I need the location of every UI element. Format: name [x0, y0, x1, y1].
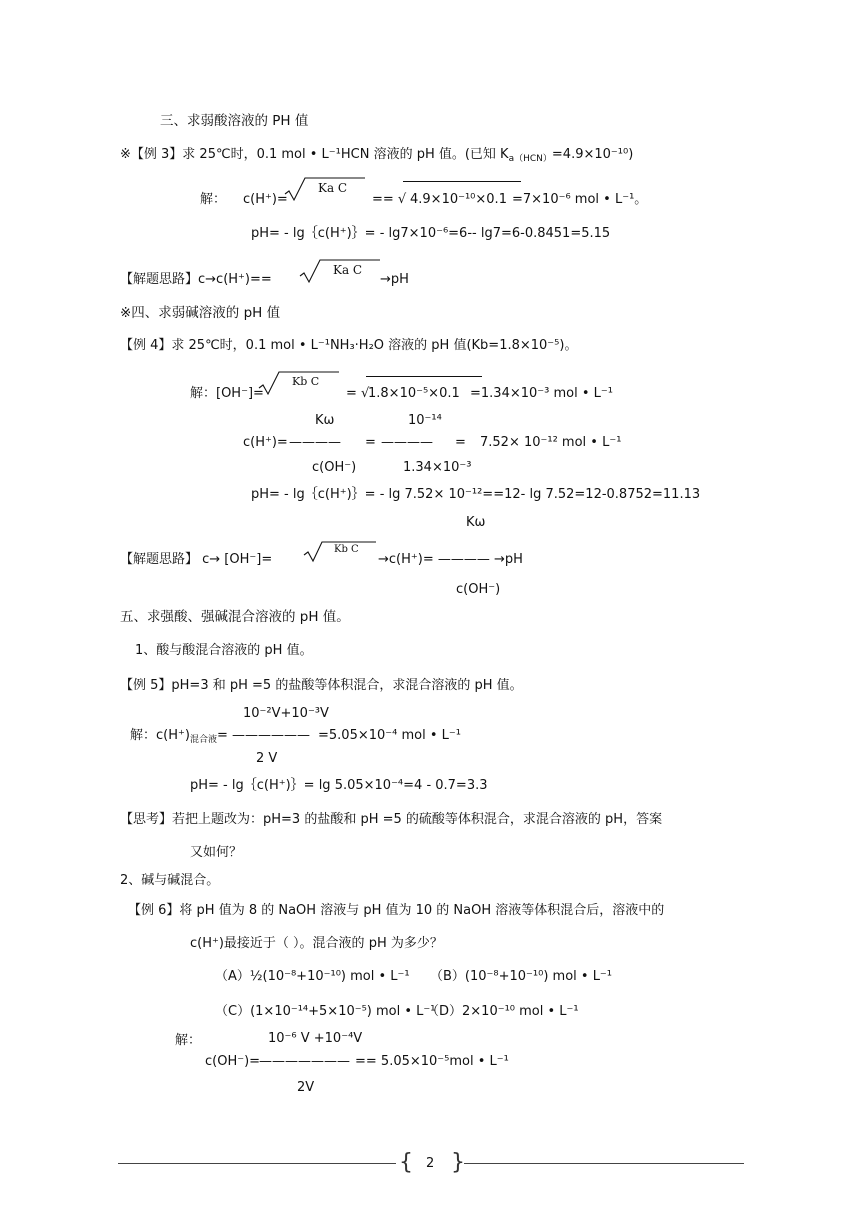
mix-numerator: 10⁻²V+10⁻³V — [243, 706, 329, 721]
ph-line-5: pH= - lg｛c(H⁺)｝= lg 5.05×10⁻⁴=4 - 0.7=3.3 — [190, 778, 488, 793]
ph-line-4: pH= - lg｛c(H⁺)｝= - lg 7.52× 10⁻¹²==12- lg 7.52=12-0.8752=11.13 — [251, 487, 701, 502]
solution-result: =7×10⁻⁶ mol • L⁻¹。 — [512, 192, 648, 207]
solution-eq: == √ — [372, 192, 407, 207]
fraction-bar-1: ———— — [289, 435, 341, 450]
kw-numerator: Kω — [315, 413, 335, 428]
subsection-1: 1、酸与酸混合溶液的 pH 值。 — [135, 643, 313, 658]
ch-lhs-4: c(H⁺)= — [243, 435, 288, 450]
oh-result: == 5.05×10⁻⁵mol • L⁻¹ — [355, 1054, 509, 1069]
idea-4-den: c(OH⁻) — [456, 582, 501, 597]
solution-4-label: 解：[OH⁻]= — [190, 386, 264, 401]
ch-result-4: 7.52× 10⁻¹² mol • L⁻¹ — [480, 435, 622, 450]
example-5-question: 【例 5】pH=3 和 pH =5 的盐酸等体积混合，求混合溶液的 pH 值。 — [120, 678, 523, 693]
fraction-bar-2: ———— — [381, 435, 433, 450]
option-b: （B）(10⁻⁸+10⁻¹⁰) mol • L⁻¹ — [430, 969, 613, 984]
option-c: （C）(1×10⁻¹⁴+5×10⁻⁵) mol • L⁻¹ — [215, 1004, 436, 1019]
idea-4-kw: Kω — [466, 515, 486, 530]
mix-result: =5.05×10⁻⁴ mol • L⁻¹ — [318, 728, 461, 743]
solution-4-result: =1.34×10⁻³ mol • L⁻¹ — [470, 386, 613, 401]
page-number: 2 — [426, 1156, 435, 1171]
kw-value-numerator: 10⁻¹⁴ — [408, 413, 442, 428]
equals-1: = — [365, 435, 376, 450]
idea-4-mid: →c(H⁺)= ———— →pH — [378, 552, 523, 567]
footer-rule-left — [118, 1163, 396, 1164]
example-4-question: 【例 4】求 25℃时，0.1 mol • L⁻¹NH₃·H₂O 溶液的 pH 值(Kb=1.8×10⁻⁵)。 — [120, 338, 578, 353]
idea-4-label: 【解题思路】 c→ [OH⁻]= — [120, 552, 273, 567]
footer-brace-left: { — [399, 1150, 413, 1175]
section-5-heading: 五、求强酸、强碱混合溶液的 pH 值。 — [120, 609, 350, 625]
ch-lhs: c(H⁺)= — [243, 192, 288, 207]
sqrt-overline-4 — [366, 376, 482, 377]
solution-label: 解： — [200, 192, 227, 207]
mix-denominator: 2 V — [256, 751, 278, 766]
option-a: （A）½(10⁻⁸+10⁻¹⁰) mol • L⁻¹ — [215, 969, 410, 984]
radicand-ka-c: Ka C — [318, 181, 348, 195]
denominator-value: 1.34×10⁻³ — [403, 460, 472, 475]
solution-4-eq: = √ — [346, 386, 370, 401]
footer-rule-right — [464, 1163, 744, 1164]
oh-fraction-bar: ——————— — [259, 1054, 350, 1069]
think-line-2: 又如何？ — [190, 845, 243, 860]
option-d: （D）2×10⁻¹⁰ mol • L⁻¹ — [426, 1004, 579, 1019]
solution-6-label: 解： — [175, 1033, 202, 1048]
example-6-line-2: c(H⁺)最接近于（ ）。混合液的 pH 为多少？ — [190, 936, 443, 951]
oh-lhs: c(OH⁻)= — [205, 1054, 261, 1069]
sqrt-value: 4.9×10⁻¹⁰×0.1 — [410, 192, 507, 207]
subsection-2: 2、碱与碱混合。 — [120, 873, 220, 888]
oh-denominator: 2V — [297, 1080, 315, 1095]
denominator-oh: c(OH⁻) — [312, 460, 357, 475]
sqrt-value-4: 1.8×10⁻⁵×0.1 — [368, 386, 460, 401]
idea-3-tail: →pH — [380, 272, 409, 287]
sqrt-overline — [403, 181, 521, 182]
section-3-heading: 三、求弱酸溶液的 PH 值 — [160, 113, 309, 129]
think-line-1: 【思考】若把上题改为：pH=3 的盐酸和 pH =5 的硫酸等体积混合，求混合溶液的 pH，答案 — [120, 812, 663, 827]
footer-brace-right: } — [451, 1150, 465, 1175]
section-4-heading: ※四、求弱碱溶液的 pH 值 — [120, 305, 281, 321]
mix-solution: 解：$c(H^+)_{混合液}=$ —————— — [130, 728, 310, 745]
radicand-kb-c: Kb C — [292, 375, 320, 388]
oh-numerator: 10⁻⁶ V +10⁻⁴V — [268, 1031, 363, 1046]
radicand-ka-c-2: Ka C — [333, 263, 363, 277]
radicand-kb-c-2: Kb C — [334, 544, 359, 555]
ph-line-3: pH= - lg｛c(H⁺)｝= - lg7×10⁻⁶=6-- lg7=6-0.8451=5.15 — [251, 226, 611, 241]
example-6-line-1: 【例 6】将 pH 值为 8 的 NaOH 溶液与 pH 值为 10 的 NaOH 溶液等体积混合后，溶液中的 — [128, 903, 665, 918]
example-3-question: ※【例 3】求 25℃时，0.1 mol • L⁻¹HCN 溶液的 pH 值。(已知 $K_{a(HCN)}=4.9\times 10^{-10}$) — [120, 147, 634, 164]
equals-2: = — [455, 435, 466, 450]
idea-3-label: 【解题思路】c→c(H⁺)== — [120, 272, 272, 287]
